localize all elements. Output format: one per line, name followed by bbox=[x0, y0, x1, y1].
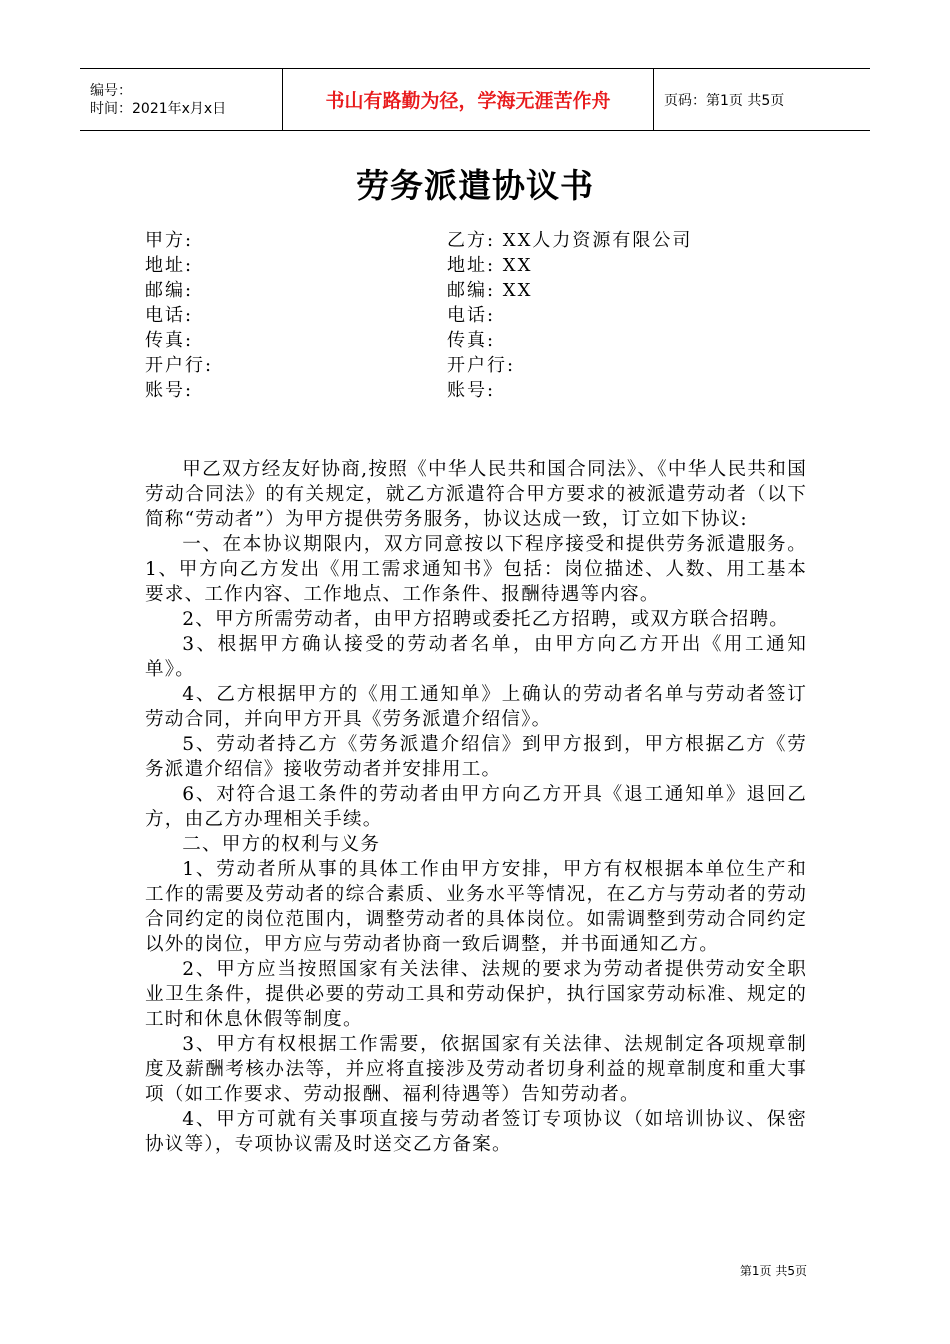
paragraph: 3、甲方有权根据工作需要，依据国家有关法律、法规制定各项规章制度及薪酬考核办法等，并应将直接涉及劳动者切身利益的规章制度和重大事项（如工作要求、劳动报酬、福利待遇等）告知劳动者。 bbox=[145, 1034, 807, 1105]
party-a-field: 账号: bbox=[145, 380, 194, 401]
agreement-body bbox=[145, 457, 807, 1157]
party-b-field: 邮编: XX bbox=[447, 280, 533, 301]
party-row bbox=[145, 328, 825, 353]
party-b-field: 账号: bbox=[447, 380, 496, 401]
party-row bbox=[145, 228, 825, 253]
party-row bbox=[145, 378, 825, 403]
party-b-field: 乙方: XX人力资源有限公司 bbox=[447, 230, 693, 251]
paragraph: 3、根据甲方确认接受的劳动者名单，由甲方向乙方开出《用工通知单》。 bbox=[145, 634, 807, 680]
paragraph: 甲乙双方经友好协商,按照《中华人民共和国合同法》、《中华人民共和国劳动合同法》的有关规定，就乙方派遣符合甲方要求的被派遣劳动者（以下简称“劳动者”）为甲方提供劳务服务，协议达成一致，订立如下协议: bbox=[145, 459, 807, 530]
page-footer: 第1页 共5页 bbox=[739, 1264, 807, 1278]
party-a-field: 电话: bbox=[145, 305, 194, 326]
paragraph: 6、对符合退工条件的劳动者由甲方向乙方开具《退工通知单》退回乙方，由乙方办理相关手续。 bbox=[145, 784, 807, 830]
paragraph: 5、劳动者持乙方《劳务派遣介绍信》到甲方报到，甲方根据乙方《劳务派遣介绍信》接收劳动者并安排用工。 bbox=[145, 734, 807, 780]
paragraph: 4、甲方可就有关事项直接与劳动者签订专项协议（如培训协议、保密协议等），专项协议需及时送交乙方备案。 bbox=[145, 1109, 807, 1155]
party-row bbox=[145, 303, 825, 328]
paragraph: 1、劳动者所从事的具体工作由甲方安排，甲方有权根据本单位生产和工作的需要及劳动者的综合素质、业务水平等情况，在乙方与劳动者的劳动合同约定的岗位范围内，调整劳动者的具体岗位。如需调整到劳动合同约定以外的岗位，甲方应与劳动者协商一致后调整，并书面通知乙方。 bbox=[145, 859, 807, 955]
paragraph: 2、甲方应当按照国家有关法律、法规的要求为劳动者提供劳动安全职业卫生条件，提供必要的劳动工具和劳动保护，执行国家劳动标准、规定的工时和休息休假等制度。 bbox=[145, 959, 807, 1030]
document-number-label: 编号： bbox=[90, 82, 132, 99]
party-a-field: 开户行: bbox=[145, 355, 214, 376]
party-b-field: 电话: bbox=[447, 305, 496, 326]
party-a-field: 传真: bbox=[145, 330, 194, 351]
party-b-field: 传真: bbox=[447, 330, 496, 351]
document-date-label: 时间：2021年x月x日 bbox=[90, 100, 227, 117]
party-row bbox=[145, 278, 825, 303]
party-b-field: 地址: XX bbox=[447, 255, 533, 276]
party-a-field: 邮编: bbox=[145, 280, 194, 301]
party-info bbox=[145, 228, 825, 403]
header-motto: 书山有路勤为径，学海无涯苦作舟 bbox=[282, 69, 654, 130]
paragraph: 2、甲方所需劳动者，由甲方招聘或委托乙方招聘，或双方联合招聘。 bbox=[182, 609, 790, 630]
header-page-number: 页码：第1页 共5页 bbox=[664, 92, 785, 109]
header-meta bbox=[80, 69, 282, 130]
party-row bbox=[145, 253, 825, 278]
paragraph: 4、乙方根据甲方的《用工通知单》上确认的劳动者名单与劳动者签订劳动合同，并向甲方开具《劳务派遣介绍信》。 bbox=[145, 684, 807, 730]
party-b-field: 开户行: bbox=[447, 355, 516, 376]
party-a-field: 甲方: bbox=[145, 230, 194, 251]
document-header bbox=[80, 68, 870, 131]
paragraph: 一、在本协议期限内，双方同意按以下程序接受和提供劳务派遣服务。1、甲方向乙方发出《用工需求通知书》包括：岗位描述、人数、用工基本要求、工作内容、工作地点、工作条件、报酬待遇等内容。 bbox=[145, 534, 807, 605]
section-heading: 二、甲方的权利与义务 bbox=[182, 834, 381, 855]
party-a-field: 地址: bbox=[145, 255, 194, 276]
party-row bbox=[145, 353, 825, 378]
document-title: 劳务派遣协议书 bbox=[356, 166, 594, 205]
